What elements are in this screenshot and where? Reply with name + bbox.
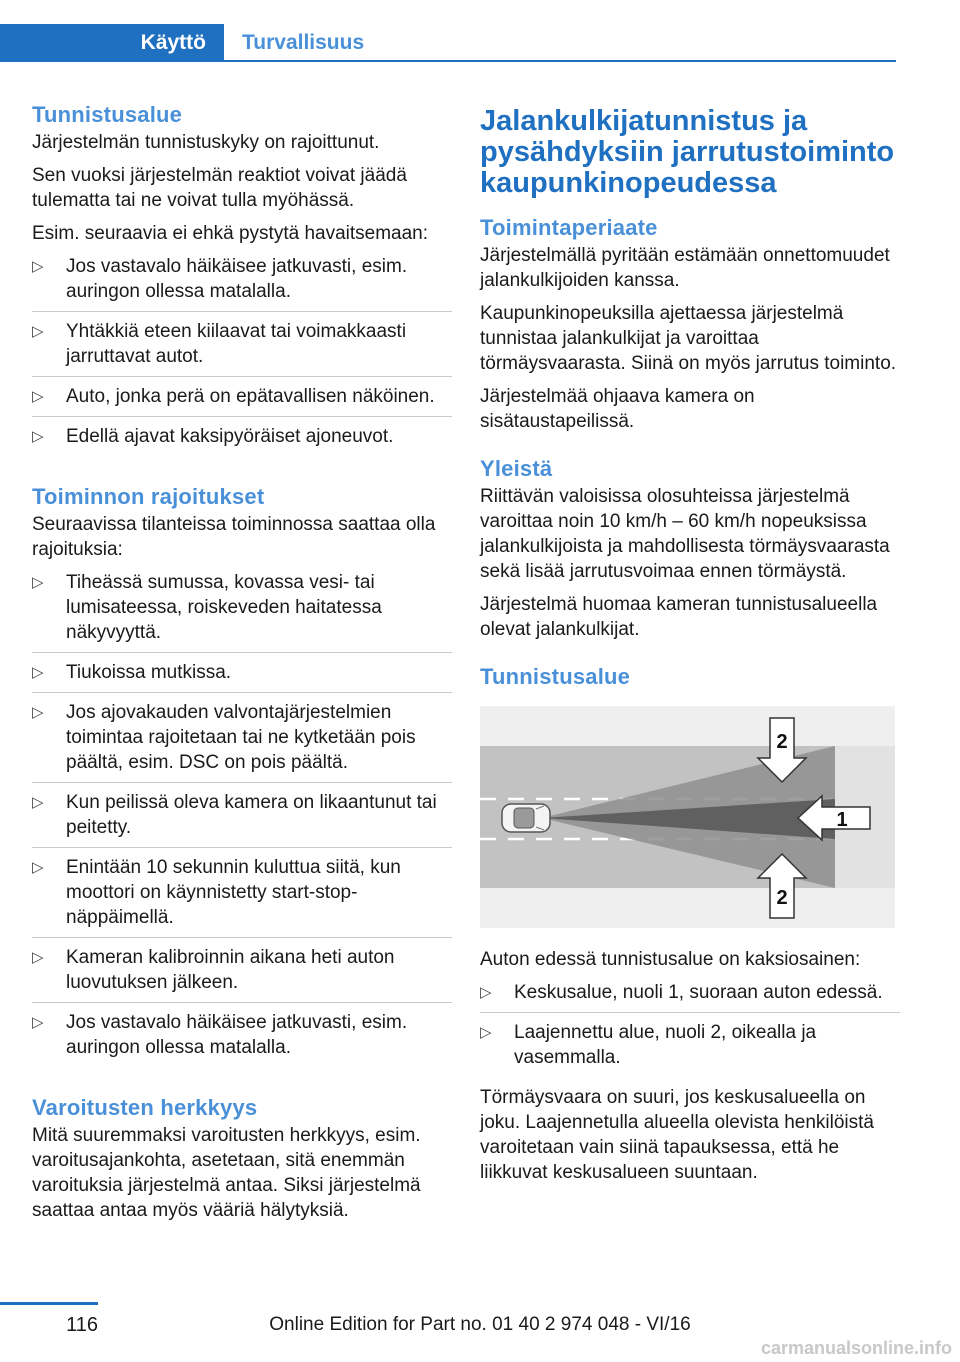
triangle-bullet-icon: ▷ bbox=[32, 664, 44, 681]
triangle-bullet-icon: ▷ bbox=[32, 859, 44, 876]
paragraph: Riittävän valoisissa olosuhteissa järjestelmä varoittaa noin 10 km/h – 60 km/h nopeuksissa jalankulkijoista ja mahdollisesta törmäysvaarasta sekä lisää jarrutusvoimaa ennen törmäystä. bbox=[480, 486, 890, 582]
right-column bbox=[480, 100, 900, 1193]
paragraph: Esim. seuraavia ei ehkä pystytä havaitsemaan: bbox=[32, 223, 429, 244]
section-title-tunnistusalue-right: Tunnistusalue bbox=[480, 664, 631, 689]
chapter-header bbox=[0, 0, 960, 64]
list-item: ▷ Tiheässä sumussa, kovassa vesi- tai lumisateessa, roiskeveden haitatessa näkyvyyttä. bbox=[32, 570, 452, 653]
list-item: ▷ Tiukoissa mutkissa. bbox=[32, 660, 452, 693]
paragraph: Kaupunkinopeuksilla ajettaessa järjestelmä tunnistaa jalankulkijat ja varoittaa törmäysvaarasta. Siinä on myös jarrutus toiminto. bbox=[480, 303, 897, 374]
list-item: ▷ Jos vastavalo häikäisee jatkuvasti, esim. auringon ollessa matalalla. bbox=[32, 254, 452, 312]
list-item: ▷ Jos ajovakauden valvontajärjestelmien toimintaa rajoitetaan tai ne kytketään pois päältä, esim. DSC on pois päältä. bbox=[32, 700, 452, 783]
bullet-list-detection-limits bbox=[32, 254, 452, 456]
triangle-bullet-icon: ▷ bbox=[32, 794, 44, 811]
page-title: Jalankulkijatunnistus ja pysähdyksiin jarrutustoiminto kaupunkinopeudessa bbox=[480, 105, 895, 199]
section-title-tunnistusalue: Tunnistusalue bbox=[32, 102, 183, 127]
left-column bbox=[32, 100, 452, 1231]
header-divider bbox=[224, 60, 896, 62]
list-item: ▷ Yhtäkkiä eteen kiilaavat tai voimakkaasti jarruttavat autot. bbox=[32, 319, 452, 377]
paragraph: Järjestelmää ohjaava kamera on sisätaustapeilissä. bbox=[480, 386, 755, 432]
paragraph: Törmäysvaara on suuri, jos keskusalueella on joku. Laajennetulla alueella olevista henkilöistä varoitetaan vain siinä tapauksessa, että he liikkuvat keskusalueen suuntaan. bbox=[480, 1087, 874, 1183]
triangle-bullet-icon: ▷ bbox=[32, 428, 44, 445]
bullet-list-function-limits bbox=[32, 570, 452, 1067]
edition-info: Online Edition for Part no. 01 40 2 974 048 - VI/16 bbox=[269, 1314, 691, 1335]
paragraph: Sen vuoksi järjestelmän reaktiot voivat jäädä tulematta tai ne voivat tulla myöhässä. bbox=[32, 165, 407, 211]
svg-text:2: 2 bbox=[776, 731, 788, 753]
triangle-bullet-icon: ▷ bbox=[32, 258, 44, 275]
car-icon bbox=[502, 804, 550, 832]
list-item: ▷ Jos vastavalo häikäisee jatkuvasti, esim. auringon ollessa matalalla. bbox=[32, 1012, 408, 1058]
list-item: ▷ Edellä ajavat kaksipyöräiset ajoneuvot. bbox=[32, 426, 394, 447]
list-item: ▷ Auto, jonka perä on epätavallisen näköinen. bbox=[32, 384, 452, 417]
triangle-bullet-icon: ▷ bbox=[32, 1014, 44, 1031]
triangle-bullet-icon: ▷ bbox=[480, 984, 492, 1001]
tab-turvallisuus[interactable]: Turvallisuus bbox=[242, 31, 365, 54]
list-item: ▷ Kun peilissä oleva kamera on likaantunut tai peitetty. bbox=[32, 790, 452, 848]
paragraph: Järjestelmällä pyritään estämään onnettomuudet jalankulkijoiden kanssa. bbox=[480, 245, 890, 291]
section-title-yleista: Yleistä bbox=[480, 456, 553, 481]
footer-divider bbox=[0, 1302, 98, 1305]
page-number: 116 bbox=[66, 1314, 98, 1336]
tab-kaytto[interactable]: Käyttö bbox=[0, 24, 224, 62]
triangle-bullet-icon: ▷ bbox=[480, 1024, 492, 1041]
section-title-toiminnon-rajoitukset: Toiminnon rajoitukset bbox=[32, 484, 265, 509]
triangle-bullet-icon: ▷ bbox=[32, 388, 44, 405]
watermark: carmanualsonline.info bbox=[760, 1338, 952, 1358]
list-item: ▷ Keskusalue, nuoli 1, suoraan auton edessä. bbox=[480, 980, 900, 1013]
triangle-bullet-icon: ▷ bbox=[32, 574, 44, 591]
list-item: ▷ Laajennettu alue, nuoli 2, oikealla ja vasemmalla. bbox=[480, 1022, 817, 1068]
bullet-list-detection-zones bbox=[480, 980, 900, 1077]
section-title-toimintaperiaate: Toimintaperiaate bbox=[480, 215, 658, 240]
svg-text:1: 1 bbox=[836, 809, 848, 831]
paragraph: Seuraavissa tilanteissa toiminnossa saattaa olla rajoituksia: bbox=[32, 514, 436, 560]
section-title-varoitusten-herkkyys: Varoitusten herkkyys bbox=[32, 1095, 258, 1120]
triangle-bullet-icon: ▷ bbox=[32, 323, 44, 340]
triangle-bullet-icon: ▷ bbox=[32, 949, 44, 966]
paragraph: Auton edessä tunnistusalue on kaksiosainen: bbox=[480, 949, 861, 970]
svg-text:2: 2 bbox=[776, 887, 788, 909]
paragraph: Mitä suuremmaksi varoitusten herkkyys, esim. varoitusajankohta, asetetaan, sitä enemmän varoituksia järjestelmä antaa. Siksi järjestelmä saattaa antaa myös vääriä hälytyksiä. bbox=[32, 1125, 421, 1221]
detection-area-figure bbox=[480, 706, 895, 928]
paragraph: Järjestelmä huomaa kameran tunnistusalueella olevat jalankulkijat. bbox=[480, 594, 878, 640]
list-item: ▷ Kameran kalibroinnin aikana heti auton luovutuksen jälkeen. bbox=[32, 945, 452, 1003]
list-item: ▷ Enintään 10 sekunnin kuluttua siitä, kun moottori on käynnistetty start-stop-näppäimellä. bbox=[32, 855, 452, 938]
paragraph: Järjestelmän tunnistuskyky on rajoittunut. bbox=[32, 132, 380, 153]
triangle-bullet-icon: ▷ bbox=[32, 704, 44, 721]
